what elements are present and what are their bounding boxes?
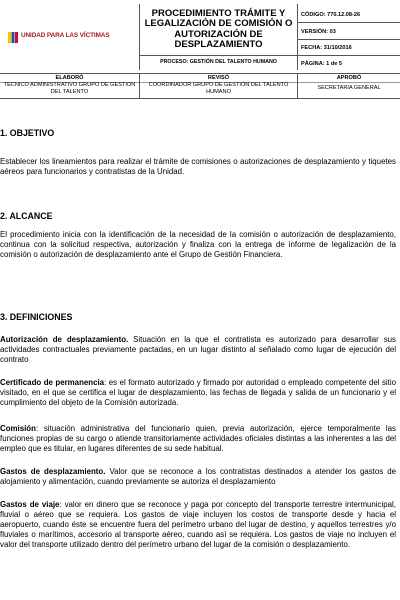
- process-label: PROCESO: GESTIÓN DEL TALENTO HUMANO: [160, 59, 277, 65]
- meta-divider: [298, 22, 400, 23]
- definition-term: Gastos de viaje: [0, 500, 60, 509]
- definition-autorizacion: [0, 335, 396, 365]
- section-heading-objetivo: 1. OBJETIVO: [0, 128, 55, 138]
- definition-text: : es el formato autorizado y firmado por autoridad o empleado competente del sitio visitado, en el que se certifica el lugar de desplazamiento, las fechas de llegada y salida de un funcionario y el cumplimiento del objeto de la Comisión autorizada.: [0, 378, 396, 407]
- definition-text: : situación administrativa del funcionario quien, previa autorización, ejerce temporalmente las funciones propias de su cargo o atiende transitoriamente actividades oficiales distintas a las inherentes a las del empleo que es titular, en lugares diferentes de su sede habitual.: [0, 424, 396, 453]
- meta-divider: [298, 55, 400, 56]
- title-divider: [140, 55, 297, 56]
- definition-comision: [0, 424, 396, 454]
- approval-table: [0, 73, 400, 99]
- title-cell: [140, 4, 298, 70]
- document-header: [0, 4, 400, 74]
- definition-text: Valor que se reconoce a los contratistas destinados a atender los gastos de alojamiento y alimentación, cuando previamente se autoriza el desplazamiento: [0, 467, 397, 486]
- definition-term: Gastos de desplazamiento.: [0, 467, 106, 476]
- section-heading-definiciones: 3. DEFINICIONES: [0, 312, 73, 322]
- meta-divider: [298, 39, 400, 40]
- document-code: CÓDIGO: 770.12.08-26: [301, 12, 361, 18]
- meta-cell: [298, 4, 400, 70]
- document-date: FECHA: 31/10/2016: [301, 45, 352, 51]
- definition-term: Comisión: [0, 424, 36, 433]
- definition-gastos-desplazamiento: [0, 467, 396, 487]
- section-heading-alcance: 2. ALCANCE: [0, 211, 53, 221]
- logo-cell: [0, 4, 140, 70]
- definition-term: Autorización de desplazamiento.: [0, 335, 129, 344]
- definition-term: Certificado de permanencia: [0, 378, 105, 387]
- definition-text: : valor en dinero que se reconoce y paga por concepto del transporte terrestre intermunicipal, fluvial o aéreo que se requiera. Los gastos de viaje incluyen los costos de transporte desde y hacia el aeropuerto, cuando éste se encuentre fuera del perímetro urbano del lugar de destino, y aquellos terrestres y/o fluviales o marítimos, accesorio al transporte aéreo, cuando así se requiera. Los gastos de viaje no incluyen el valor del transporte utilizado dentro del perímetro urbano del lugar de la comisión o desplazamiento.: [0, 500, 396, 549]
- approval-divider: [139, 74, 140, 98]
- document-version: VERSIÓN: 03: [301, 29, 336, 35]
- definition-gastos-viaje: [0, 500, 396, 550]
- elaboro-value: TECNICO ADMINISTRATIVO GRUPO DE GESTION DEL TALENTO: [3, 82, 136, 95]
- definition-certificado: [0, 378, 396, 408]
- document-title: PROCEDIMIENTO TRÁMITE Y LEGALIZACIÓN DE COMISIÓN O AUTORIZACIÓN DE DESPLAZAMIENTO: [144, 8, 293, 51]
- objetivo-paragraph: Establecer los lineamientos para realizar el trámite de comisiones o autorizaciones de desplazamiento y tiquetes aéreos para funcionarios y contratistas de la Unidad.: [0, 157, 396, 176]
- reviso-value: COORDINADOR GRUPO DE GESTIÓN DEL TALENTO HUMANO: [148, 82, 289, 95]
- alcance-paragraph: El procedimiento inicia con la identificación de la necesidad de la comisión o autorización de desplazamiento, continua con la solicitud respectiva, autorización y finaliza con la entrega de informe de legalización de la comisión o autorización de desplazamiento ante el Grupo de Gestión Financiera.: [0, 230, 396, 259]
- page-number: PÁGINA: 1 de 5: [301, 61, 343, 67]
- aprobo-value: SECRETARIA GENERAL: [317, 85, 381, 91]
- reviso-header: REVISÓ: [207, 75, 230, 81]
- aprobo-header: APROBÓ: [336, 75, 362, 81]
- unidad-victimas-emblem-icon: [8, 32, 18, 43]
- elaboro-header: ELABORÓ: [55, 75, 84, 81]
- definition-text: Situación en la que el contratista es autorizado para desarrollar sus actividades contractuales previamente pactadas, en un lugar distinto al señalado como lugar de ejecución del contrato: [0, 335, 397, 364]
- logo-text: UNIDAD PARA LAS VÍCTIMAS: [21, 32, 110, 39]
